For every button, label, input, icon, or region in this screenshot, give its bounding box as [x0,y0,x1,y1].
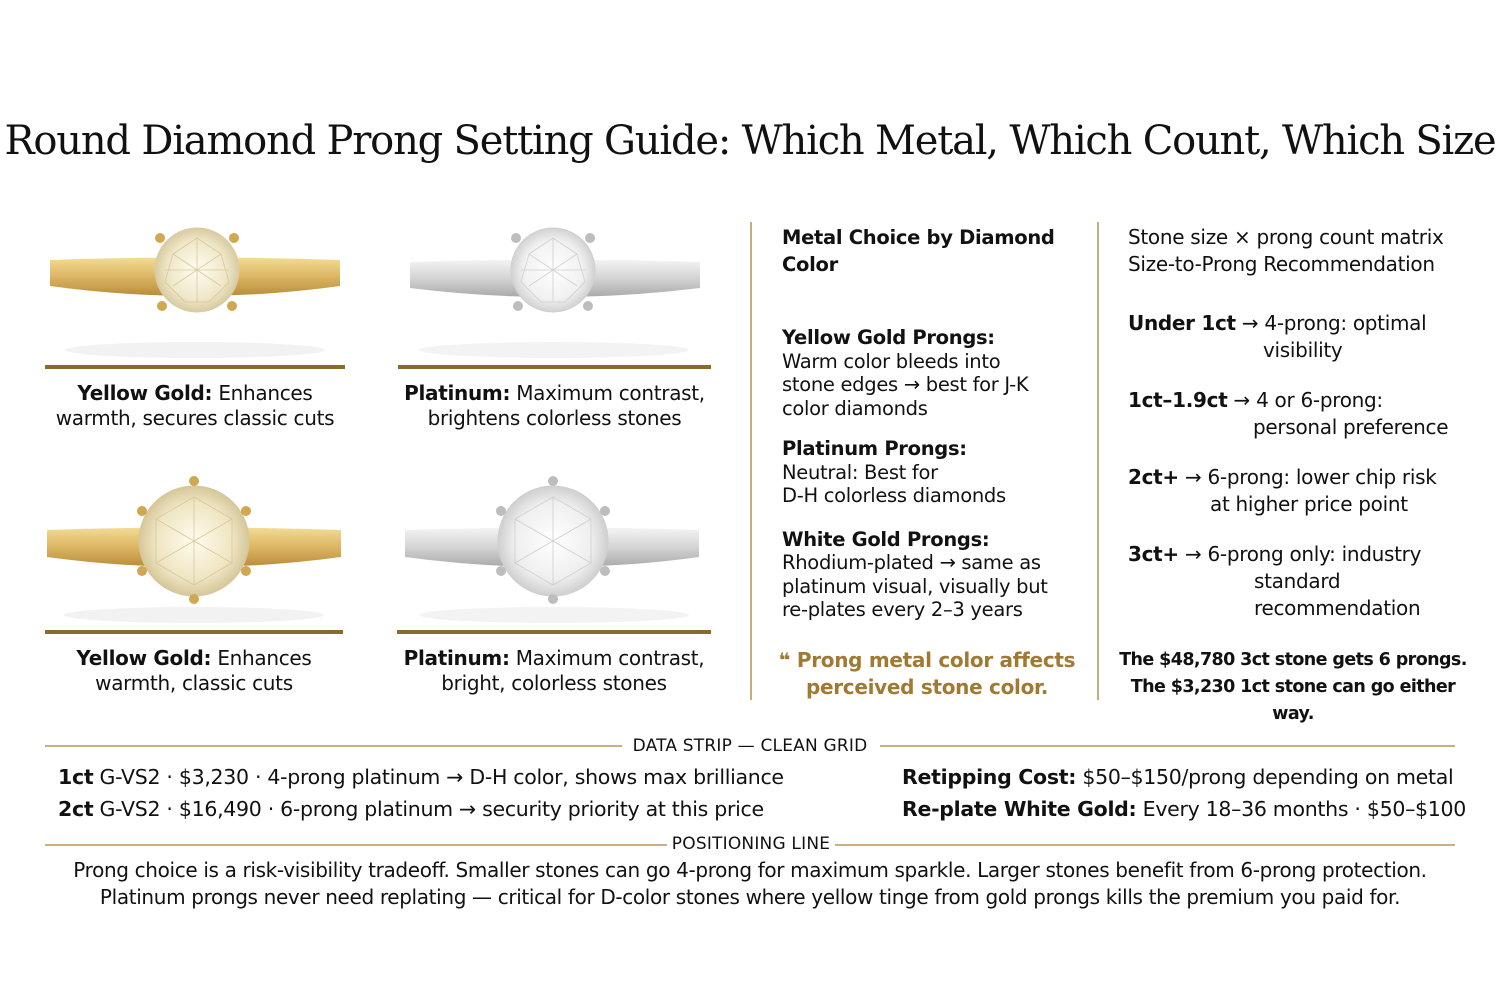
metal-label: Platinum: [403,646,510,670]
caption-text: Enhances [217,646,312,670]
size-row-1ct-1-9ct: 1ct–1.9ct → 4 or 6-prong: personal preference [1128,388,1449,439]
positioning-label: POSITIONING LINE [671,834,831,854]
ring-card-yellow-gold-6-prong [45,475,343,696]
metal-item-text: re-plates every 2–3 years [782,598,1023,621]
ring-caption [398,381,711,431]
metal-item-white-gold [782,528,1082,622]
ring-caption [45,381,345,431]
data-strip-label: DATA STRIP — CLEAN GRID [632,736,868,756]
positioning-text: Prong choice is a risk-visibility tradeoff. Smaller stones can go 4-prong for maximum sparkle. Larger stones benefit from 6-prong protection. Platinum prongs never need replating — critical for D-color stones where yellow tinge from gold prongs kills the premium you paid for. [73,858,1427,909]
metal-item-text: platinum visual, visually but [782,574,1048,598]
data-strip-rule-right [880,745,1455,747]
caption-text: bright, colorless stones [441,671,667,695]
arrow-icon: → [1241,311,1259,335]
size-row-3ct-plus: 3ct+ → 6-prong only: industry standard recommendation [1128,542,1422,620]
gold-divider [397,630,711,634]
platinum-6-prong-ring-image [397,475,711,630]
gold-divider [398,365,711,369]
metal-item-yellow-gold [782,326,1082,420]
metal-color-callout: ❝ Prong metal color affects perceived stone color. [778,648,1076,699]
metal-item-text: Warm color bleeds into [782,349,1001,373]
metal-choice-heading: Metal Choice by Diamond Color [782,226,1055,276]
metal-item-text: Neutral: Best for [782,460,938,484]
metal-item-title: Yellow Gold Prongs: [782,326,995,349]
ring-card-yellow-gold-4-prong [45,210,345,431]
metal-label: Yellow Gold: [77,381,213,405]
arrow-icon: → [1184,542,1202,566]
data-row-replate-white-gold: Re-plate White Gold: Every 18–36 months · $50–$100 [902,797,1467,821]
metal-item-text: Rhodium-plated → same as [782,551,1041,574]
metal-label: Yellow Gold: [76,646,212,670]
metal-item-text: stone edges → best for J-K [782,373,1029,396]
positioning-rule-left [45,844,667,846]
page-title: Round Diamond Prong Setting Guide: Which Metal, Which Count, Which Size [4,118,1496,164]
metal-item-platinum [782,437,1082,508]
size-matrix-heading: Stone size × prong count matrix Size-to-Prong Recommendation [1128,225,1444,276]
caption-text: Maximum contrast, [515,646,705,670]
metal-item-title: Platinum Prongs: [782,437,967,460]
size-row-under-1ct: Under 1ct → 4-prong: optimal visibility [1128,311,1427,362]
data-row-1ct: 1ct G-VS2 · $3,230 · 4-prong platinum → D-H color, shows max brilliance [58,765,784,789]
caption-text: Maximum contrast, [516,381,705,405]
caption-text: warmth, secures classic cuts [55,406,335,430]
metal-item-text: D-H colorless diamonds [782,484,1006,507]
positioning-rule-right [835,844,1455,846]
data-row-2ct: 2ct G-VS2 · $16,490 · 6-prong platinum → security priority at this price [58,797,764,821]
metal-item-text: color diamonds [782,396,928,420]
column-divider [1097,222,1099,700]
data-strip-rule-left [45,745,622,747]
yellow-gold-4-prong-ring-image [45,210,345,365]
column-divider [750,222,752,700]
ring-card-platinum-6-prong [397,475,711,696]
gold-divider [45,630,343,634]
arrow-icon: → [1233,388,1251,412]
caption-text: Enhances [218,381,313,405]
caption-text: warmth, classic cuts [95,671,293,695]
metal-choice-column [782,224,1082,622]
ring-card-platinum-4-prong [398,210,711,431]
gold-divider [45,365,345,369]
platinum-4-prong-ring-image [398,210,711,365]
arrow-icon: → [1184,465,1202,489]
quote-icon: ❝ [778,648,791,672]
metal-item-title: White Gold Prongs: [782,527,990,551]
ring-caption [397,646,711,696]
yellow-gold-6-prong-ring-image [45,475,343,630]
ring-caption [45,646,343,696]
caption-text: brightens colorless stones [427,406,682,430]
data-row-retipping-cost: Retipping Cost: $50–$150/prong depending on metal [902,765,1454,789]
metal-label: Platinum: [404,381,511,405]
price-callout: The $48,780 3ct stone gets 6 prongs. The $3,230 1ct stone can go either way. [1119,650,1467,724]
size-row-2ct-plus: 2ct+ → 6-prong: lower chip risk at higher price point [1128,465,1437,516]
